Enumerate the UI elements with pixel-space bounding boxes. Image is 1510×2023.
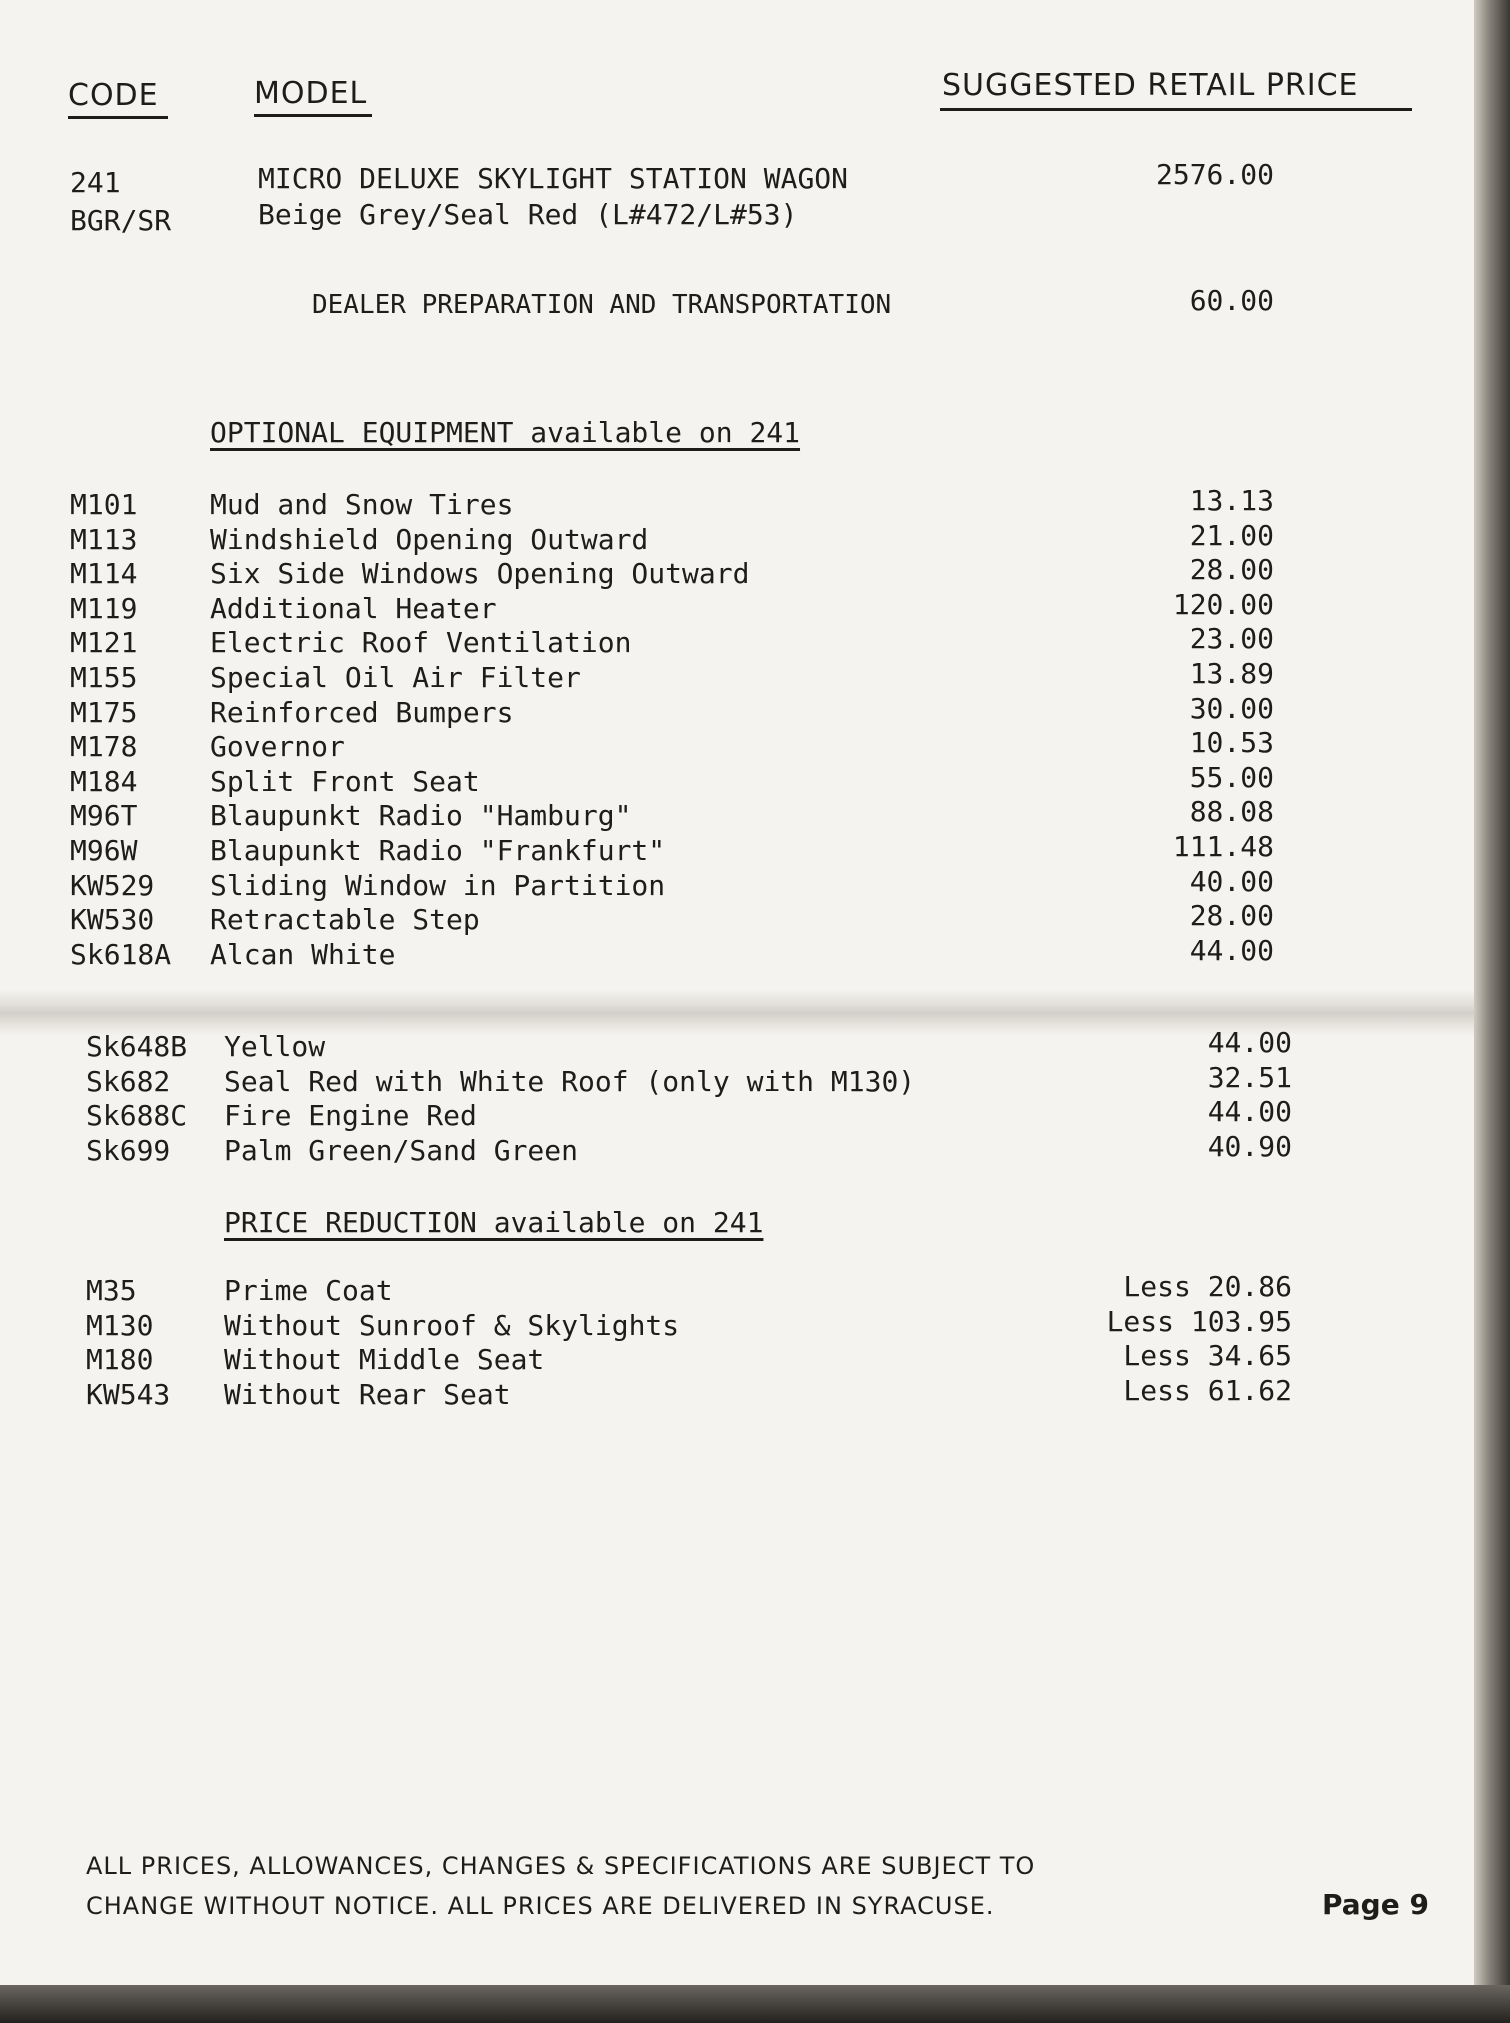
model-header-underline	[254, 114, 372, 117]
item-description: Palm Green/Sand Green	[224, 1133, 579, 1167]
dealer-prep-label: DEALER PREPARATION AND TRANSPORTATION	[312, 290, 892, 320]
item-code: M178	[70, 730, 138, 764]
optional-equipment-title: OPTIONAL EQUIPMENT available on 241	[210, 416, 801, 449]
item-code: Sk699	[86, 1133, 171, 1167]
item-description: Blaupunkt Radio "Frankfurt"	[210, 834, 666, 867]
item-price: Less 61.62	[1123, 1373, 1292, 1407]
item-description: Alcan White	[210, 937, 396, 971]
item-description: Sliding Window in Partition	[210, 868, 666, 902]
item-price: 10.53	[1189, 726, 1274, 760]
item-price: 21.00	[1189, 518, 1274, 552]
item-code: M130	[86, 1308, 154, 1342]
item-code: Sk682	[86, 1064, 171, 1098]
item-description: Governor	[210, 730, 345, 764]
price-header-underline	[940, 108, 1412, 111]
vehicle-code: 241	[70, 166, 121, 199]
item-price: 28.00	[1189, 899, 1274, 933]
disclaimer	[86, 1846, 1035, 1926]
item-description: Split Front Seat	[210, 764, 480, 798]
vehicle-price: 2576.00	[1155, 158, 1274, 191]
vehicle-name: MICRO DELUXE SKYLIGHT STATION WAGON	[258, 162, 849, 195]
item-price: 23.00	[1189, 622, 1274, 656]
item-price: 28.00	[1189, 553, 1274, 587]
item-code: Sk688C	[86, 1099, 188, 1133]
item-code: M121	[70, 626, 138, 660]
item-description: Blaupunkt Radio "Hamburg"	[210, 799, 632, 833]
item-code: Sk618A	[70, 937, 172, 971]
price-reduction-title: PRICE REDUCTION available on 241	[224, 1206, 764, 1239]
item-price: 32.51	[1207, 1060, 1292, 1094]
model-column-header: MODEL	[254, 76, 368, 111]
item-description: Windshield Opening Outward	[210, 522, 649, 556]
item-code: KW530	[70, 903, 155, 937]
item-description: Reinforced Bumpers	[210, 695, 514, 729]
item-price: 44.00	[1207, 1095, 1292, 1129]
item-description: Special Oil Air Filter	[210, 661, 581, 694]
item-price: 13.13	[1189, 484, 1274, 517]
item-code: KW529	[70, 868, 155, 902]
item-price: Less 20.86	[1123, 1270, 1292, 1303]
item-description: Mud and Snow Tires	[210, 488, 514, 521]
item-description: Fire Engine Red	[224, 1099, 477, 1133]
price-column-header: SUGGESTED RETAIL PRICE	[942, 68, 1359, 103]
item-price: 30.00	[1189, 691, 1274, 725]
item-code: M96W	[70, 834, 138, 867]
item-code: M155	[70, 661, 138, 694]
code-header-underline	[68, 116, 168, 119]
item-code: M101	[70, 488, 138, 521]
vehicle-subcode: BGR/SR	[70, 204, 172, 237]
page-number: Page 9	[1322, 1888, 1429, 1921]
item-code: M184	[70, 764, 138, 798]
item-price: 55.00	[1189, 760, 1274, 794]
item-price: 111.48	[1172, 830, 1274, 863]
disclaimer-line-1: ALL PRICES, ALLOWANCES, CHANGES & SPECIFICATIONS ARE SUBJECT TO	[86, 1852, 1036, 1880]
item-description: Without Middle Seat	[224, 1343, 545, 1377]
item-price: 120.00	[1172, 587, 1274, 621]
vehicle-color: Beige Grey/Seal Red (L#472/L#53)	[258, 198, 798, 231]
item-description: Six Side Windows Opening Outward	[210, 557, 750, 591]
item-code: M113	[70, 522, 138, 556]
item-code: M119	[70, 591, 138, 625]
item-price: 40.00	[1189, 864, 1274, 898]
item-price: Less 34.65	[1123, 1339, 1292, 1373]
item-price: 88.08	[1189, 795, 1274, 829]
disclaimer-line-2: CHANGE WITHOUT NOTICE. ALL PRICES ARE DELIVERED IN SYRACUSE.	[86, 1892, 995, 1920]
item-description: Electric Roof Ventilation	[210, 626, 632, 660]
item-code: M96T	[70, 799, 138, 833]
dealer-prep-price: 60.00	[1189, 284, 1274, 317]
page-edge-shadow	[1474, 0, 1510, 2023]
page-bottom-edge	[0, 1985, 1510, 2023]
item-price: 40.90	[1207, 1129, 1292, 1163]
item-code: KW543	[86, 1377, 171, 1411]
item-code: Sk648B	[86, 1030, 188, 1063]
code-column-header: CODE	[68, 78, 159, 113]
item-description: Additional Heater	[210, 591, 497, 625]
item-price: 13.89	[1189, 657, 1274, 690]
item-price: 44.00	[1207, 1026, 1292, 1059]
item-description: Seal Red with White Roof (only with M130)	[224, 1064, 916, 1098]
item-description: Without Rear Seat	[224, 1377, 511, 1411]
item-price: 44.00	[1189, 933, 1274, 967]
item-description: Prime Coat	[224, 1274, 393, 1307]
item-price: Less 103.95	[1106, 1304, 1292, 1338]
item-code: M180	[86, 1343, 154, 1377]
item-code: M175	[70, 695, 138, 729]
item-description: Retractable Step	[210, 903, 480, 937]
item-code: M35	[86, 1274, 137, 1307]
item-description: Yellow	[224, 1030, 326, 1063]
item-code: M114	[70, 557, 138, 591]
item-description: Without Sunroof & Skylights	[224, 1308, 680, 1342]
